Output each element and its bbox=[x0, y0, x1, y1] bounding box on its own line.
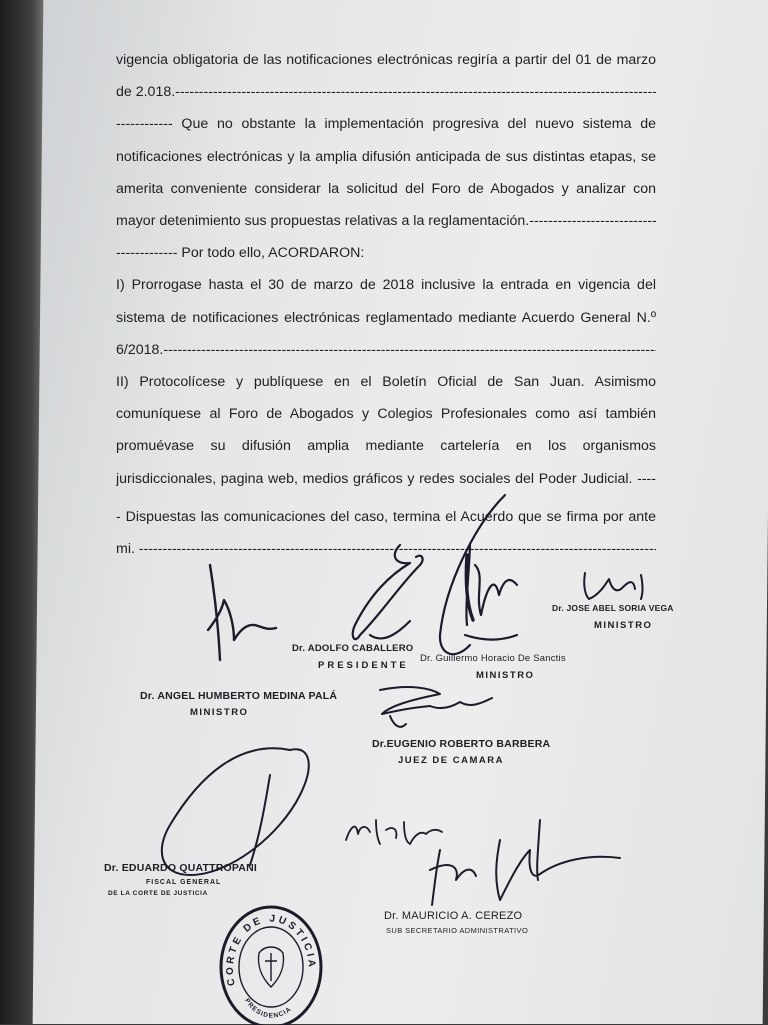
body-line-9: sistema de notificaciones electrónicas reglamentado mediante Acuerdo General N.º bbox=[116, 309, 656, 326]
role-quattropani: FISCAL GENERAL bbox=[146, 879, 222, 886]
body-line-5: amerita conveniente considerar la solicitud del Foro de Abogados y analizar con bbox=[116, 180, 656, 197]
signature-de-sanctis bbox=[425, 485, 535, 665]
body-line-10: 6/2018.- ----- bbox=[116, 334, 656, 366]
court-seal bbox=[215, 895, 325, 1025]
body-line-8: I) Prorrogase hasta el 30 de marzo de 2018 inclusive la entrada en vigencia del bbox=[116, 277, 656, 294]
role-soria-vega: MINISTRO bbox=[594, 620, 653, 631]
body-line-12: comuníquese al Foro de Abogados y Colegios Profesionales como así también bbox=[116, 406, 656, 423]
signature-soria-vega bbox=[575, 565, 655, 605]
role-cerezo: SUB SECRETARIO ADMINISTRATIVO bbox=[386, 926, 529, 935]
name-de-sanctis: Dr. Guillermo Horacio De Sanctis bbox=[420, 653, 566, 664]
body-line-16: mi. - ----- bbox=[116, 533, 656, 565]
role-medina-pala: MINISTRO bbox=[190, 707, 249, 718]
body-line-4: notificaciones electrónicas y la amplia difusión anticipada de sus distintas etapas, se bbox=[116, 148, 656, 165]
name-soria-vega: Dr. JOSE ABEL SORIA VEGA bbox=[552, 603, 674, 613]
body-line-3: ------------ Que no obstante la implementación progresiva del nuevo sistema de bbox=[116, 116, 656, 133]
document-body bbox=[116, 44, 656, 565]
body-line-1: vigencia obligatoria de las notificaciones electrónicas regiría a partir del 01 de marzo bbox=[116, 52, 656, 68]
name-barbera: Dr.EUGENIO ROBERTO BARBERA bbox=[372, 738, 551, 750]
role-de-sanctis: MINISTRO bbox=[476, 670, 535, 681]
signature-barbera bbox=[370, 680, 500, 740]
signature-cerezo bbox=[420, 810, 640, 910]
seal-subtext: PRESIDENCIA bbox=[243, 997, 294, 1020]
body-line-6: mayor detenimiento sus propuestas relativas a la reglamentación.- ----- bbox=[116, 205, 656, 237]
svg-text:PRESIDENCIA bbox=[243, 997, 293, 1019]
seal-emblem-icon bbox=[259, 947, 284, 987]
body-line-2: de 2.018.- ----- bbox=[116, 76, 656, 108]
body-line-7: ------------- Por todo ello, ACORDARON: bbox=[116, 245, 365, 262]
name-medina-pala: Dr. ANGEL HUMBERTO MEDINA PALÁ bbox=[140, 690, 338, 702]
role-caballero: PRESIDENTE bbox=[318, 660, 409, 671]
body-line-14: jurisdiccionales, pagina web, medios gráficos y redes sociales del Poder Judicial. ---- bbox=[116, 470, 656, 487]
role-quattropani-court: DE LA CORTE DE JUSTICIA bbox=[108, 890, 208, 897]
signature-medina-pala bbox=[200, 560, 290, 670]
role-barbera: JUEZ DE CAMARA bbox=[398, 755, 504, 766]
body-line-11: II) Protocolícese y publíquese en el Boletín Oficial de San Juan. Asimismo bbox=[116, 373, 656, 390]
body-line-13: promuévase su difusión amplia mediante cartelería en los organismos bbox=[116, 438, 656, 455]
name-quattropani: Dr. EDUARDO QUATTROPANI bbox=[104, 862, 257, 874]
body-line-15: - Dispuestas las comunicaciones del caso, termina el Acuerdo que se firma por ante bbox=[116, 508, 656, 525]
name-cerezo: Dr. MAURICIO A. CEREZO bbox=[384, 910, 523, 922]
seal-text: CORTE DE JUSTICIA bbox=[224, 913, 318, 987]
name-caballero: Dr. ADOLFO CABALLERO bbox=[292, 643, 414, 654]
